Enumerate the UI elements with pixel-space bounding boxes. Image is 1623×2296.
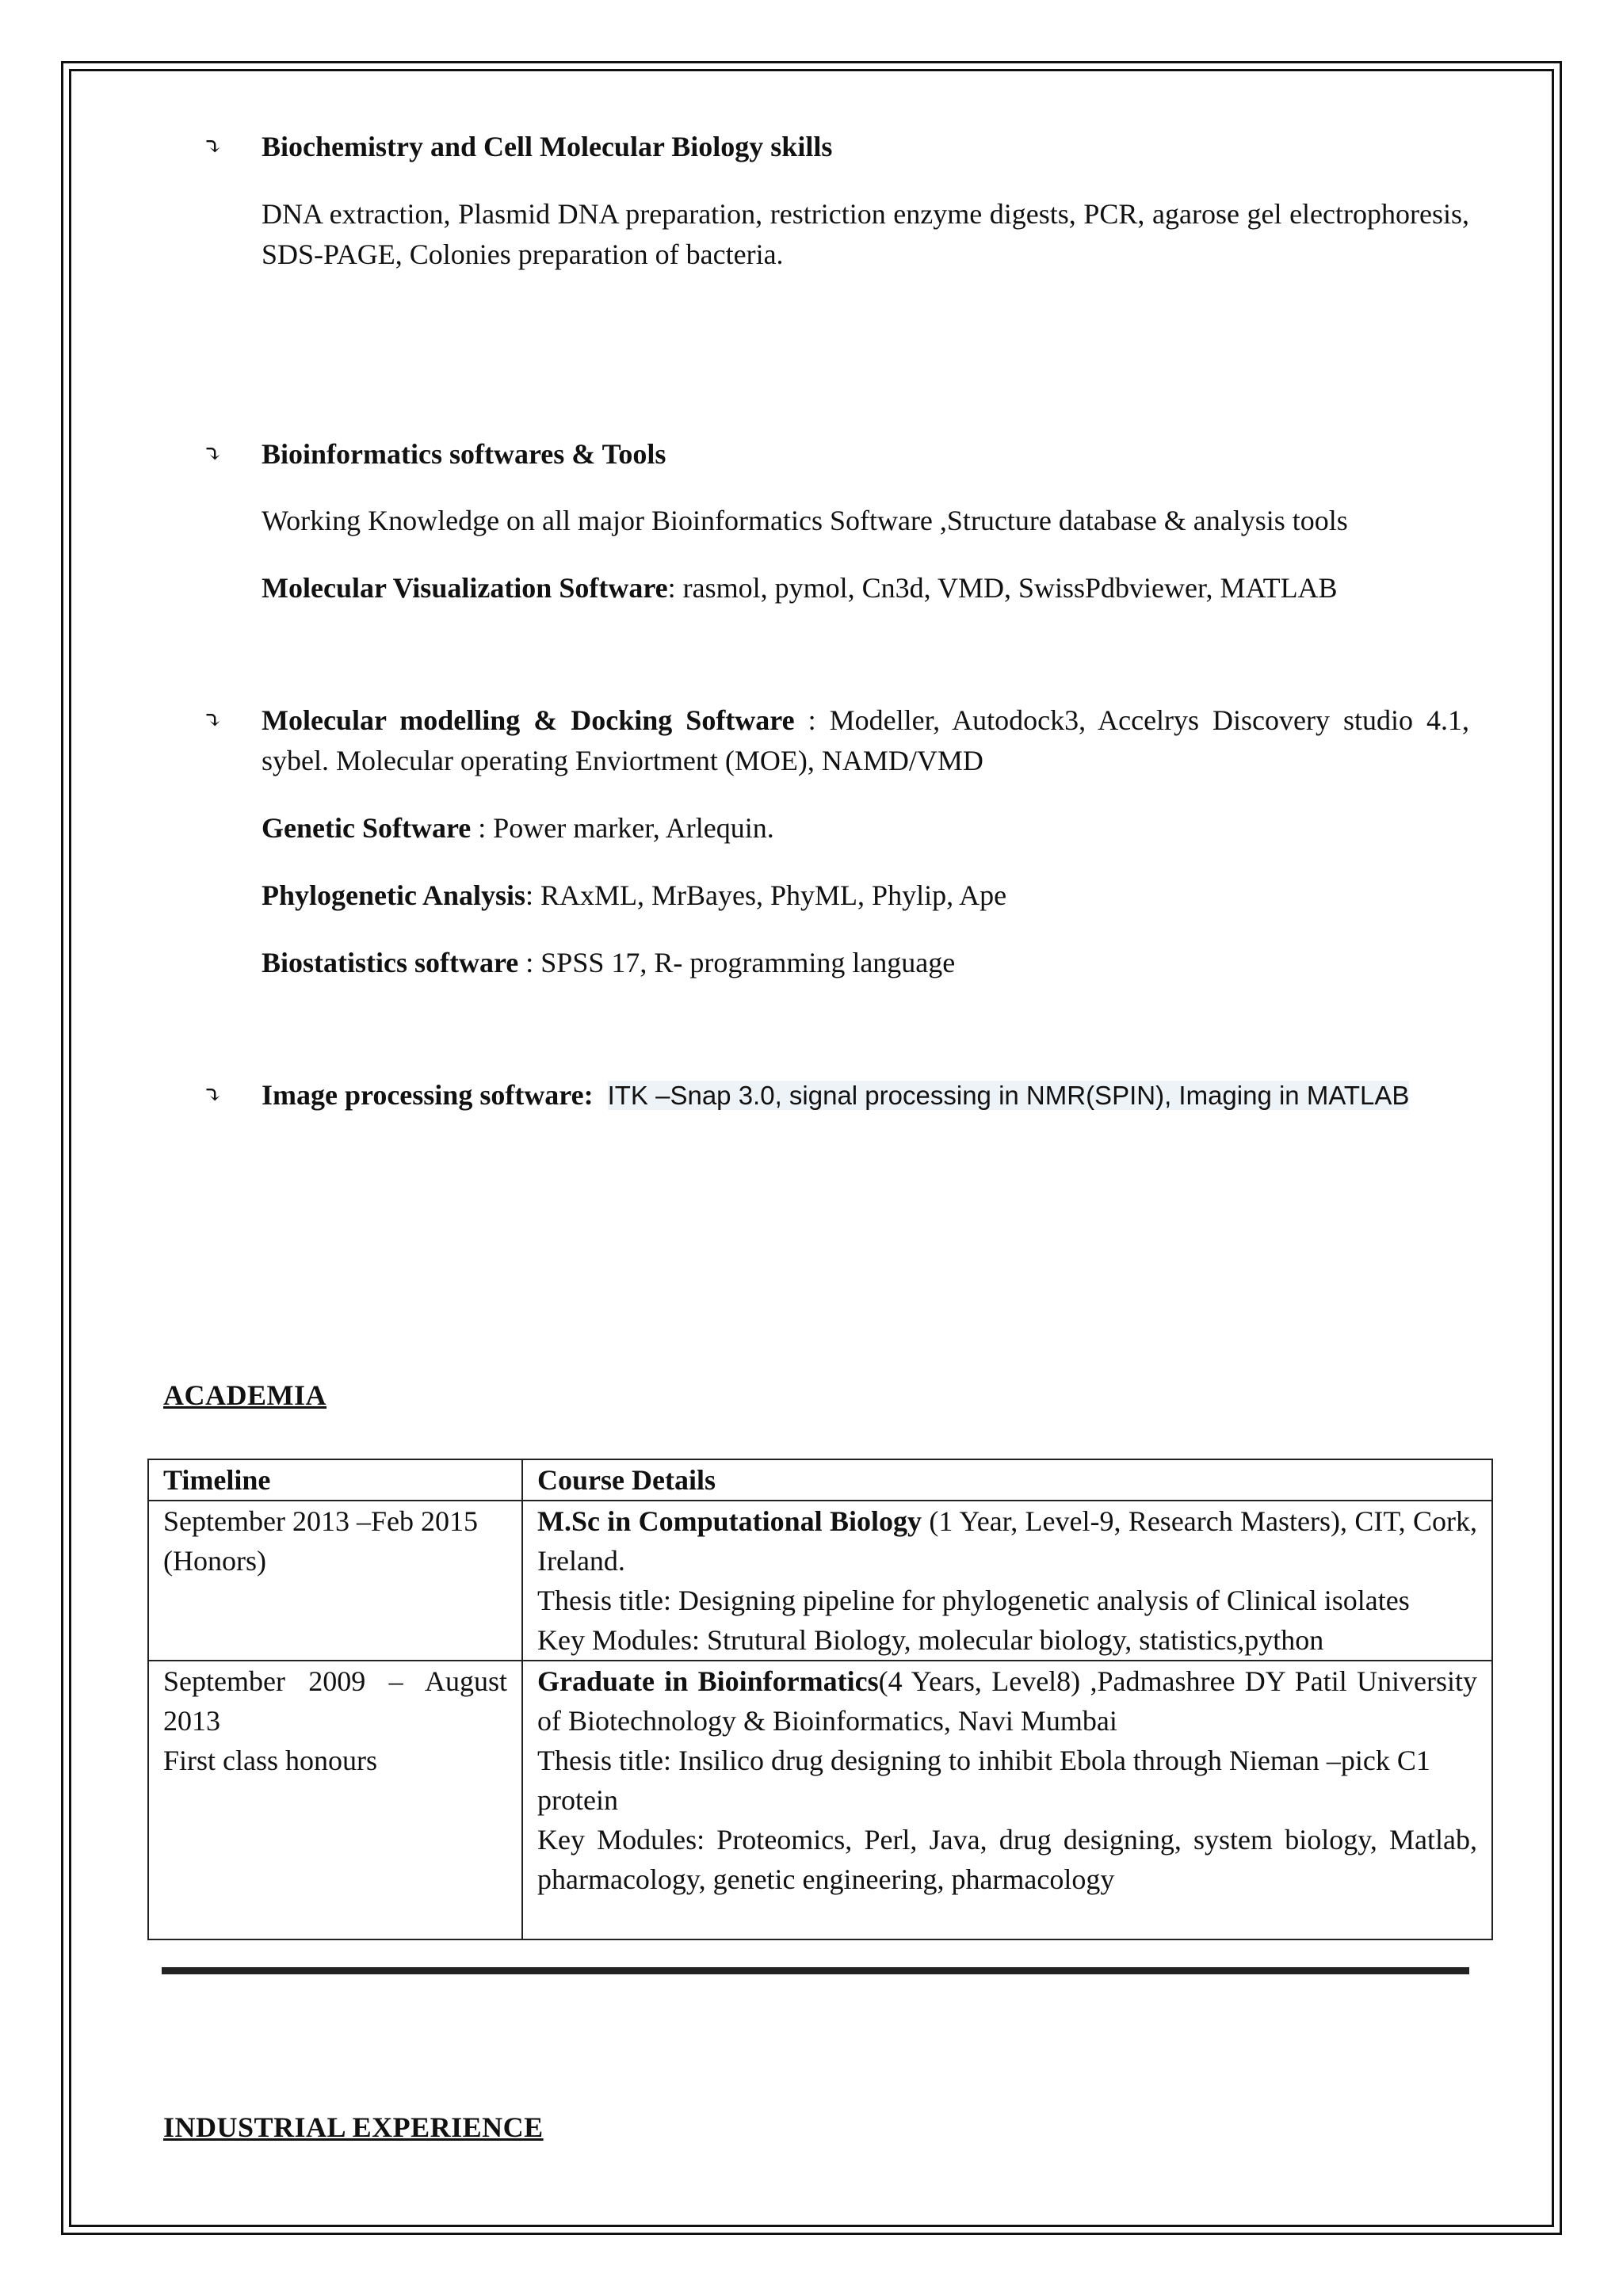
bioinfo-title: Bioinformatics softwares & Tools	[262, 438, 666, 470]
genetic-software-line	[262, 808, 1466, 849]
degree-line	[537, 1661, 1477, 1741]
viz-software-label: Molecular Visualization Software	[262, 572, 668, 604]
details-cell	[522, 1661, 1492, 1939]
phylogenetic-line	[262, 875, 1466, 916]
phylogenetic-label: Phylogenetic Analysis	[262, 879, 526, 911]
modelling-value: : Modeller, Autodock3, Accelrys Discovery studio 4.1, sybel. Molecular operating Enviortment (MOE), NAMD/VMD	[262, 704, 1469, 776]
biostatistics-value: : SPSS 17, R- programming language	[518, 947, 956, 978]
col-details-header: Course Details	[522, 1459, 1492, 1501]
image-processing-line	[262, 1075, 1469, 1116]
timeline-dates: September 2013 –Feb 2015	[163, 1505, 478, 1537]
image-processing-value: ITK –Snap 3.0, signal processing in NMR(SPIN), Imaging in MATLAB	[607, 1081, 1410, 1110]
table-header-row	[148, 1459, 1492, 1501]
biostatistics-line	[262, 943, 1466, 983]
bioinfo-section	[203, 434, 1469, 475]
modelling-line	[262, 700, 1469, 781]
thesis-title: Thesis title: Insilico drug designing to inhibit Ebola through Nieman –pick C1 protein	[537, 1745, 1430, 1816]
phylogenetic-value: : RAxML, MrBayes, PhyML, Phylip, Ape	[525, 879, 1007, 911]
timeline-note: First class honours	[163, 1745, 377, 1776]
degree-name: M.Sc in Computational Biology	[537, 1505, 922, 1537]
biochem-section	[203, 127, 1469, 167]
viz-software-line	[262, 568, 1466, 608]
academia-table	[147, 1459, 1493, 1940]
bullet-arrow-icon: ⤵	[203, 441, 223, 467]
section-divider	[162, 1967, 1469, 1974]
details-cell	[522, 1501, 1492, 1661]
key-modules: Key Modules: Strutural Biology, molecular biology, statistics,python	[537, 1624, 1324, 1656]
viz-software-value: : rasmol, pymol, Cn3d, VMD, SwissPdbviewer, MATLAB	[667, 572, 1338, 604]
bullet-arrow-icon: ⤵	[203, 134, 223, 160]
bullet-arrow-icon: ⤵	[203, 1082, 223, 1108]
biostatistics-label: Biostatistics software	[262, 947, 519, 978]
industrial-heading: INDUSTRIAL EXPERIENCE	[163, 2111, 544, 2143]
key-modules: Key Modules: Proteomics, Perl, Java, drug designing, system biology, Matlab, pharmacology, genetic engineering, pharmacology	[537, 1824, 1477, 1895]
degree-info: (1 Year, Level-9, Research Masters), CIT, Cork, Ireland.	[537, 1505, 1477, 1577]
timeline-cell	[148, 1501, 522, 1661]
thesis-title: Thesis title: Designing pipeline for phylogenetic analysis of Clinical isolates	[537, 1585, 1410, 1616]
bullet-arrow-icon: ⤵	[203, 707, 223, 734]
bioinfo-body: Working Knowledge on all major Bioinformatics Software ,Structure database & analysis tools	[262, 505, 1348, 536]
timeline-note: (Honors)	[163, 1545, 266, 1577]
degree-name: Graduate in Bioinformatics	[537, 1665, 879, 1697]
biochem-title: Biochemistry and Cell Molecular Biology skills	[262, 131, 833, 162]
timeline-dates: September 2009 – August 2013	[163, 1665, 507, 1737]
biochem-body: DNA extraction, Plasmid DNA preparation, restriction enzyme digests, PCR, agarose gel electrophoresis, SDS-PAGE, Colonies preparation of bacteria.	[262, 198, 1469, 270]
degree-line	[537, 1501, 1477, 1581]
col-timeline-header: Timeline	[148, 1459, 522, 1501]
image-processing-title: Image processing software:	[262, 1079, 594, 1111]
table-row	[148, 1661, 1492, 1939]
table-row	[148, 1501, 1492, 1661]
degree-info: (4 Years, Level8) ,Padmashree DY Patil University of Biotechnology & Bioinformatics, Navi Mumbai	[537, 1665, 1477, 1737]
academia-heading: ACADEMIA	[163, 1379, 327, 1411]
genetic-software-value: : Power marker, Arlequin.	[471, 812, 774, 844]
genetic-software-label: Genetic Software	[262, 812, 472, 844]
timeline-cell	[148, 1661, 522, 1939]
modelling-title: Molecular modelling & Docking Software	[262, 704, 795, 736]
